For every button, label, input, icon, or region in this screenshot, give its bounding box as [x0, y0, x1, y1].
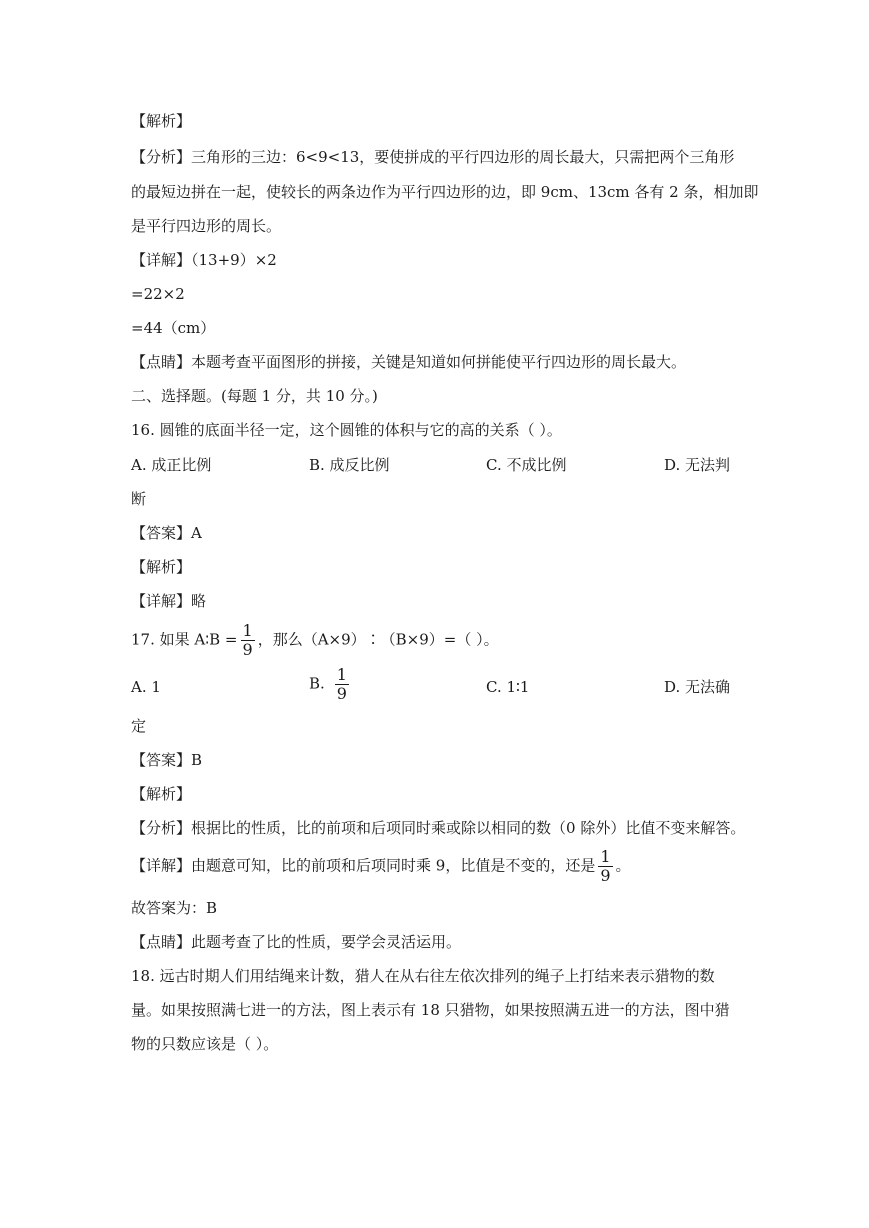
detail-solution: 【详解】（13+9）×2	[131, 251, 277, 269]
solution-step2: =44（cm）	[131, 319, 216, 337]
q17-detail	[131, 848, 631, 885]
q17-option-c: C. 1∶1	[486, 678, 530, 696]
q17-frac-den: 9	[242, 640, 253, 659]
q17-reasoning: 【分析】根据比的性质，比的前项和后项同时乘或除以相同的数（0 除外）比值不变来解答。	[131, 819, 746, 837]
analysis-text-line2: 的最短边拼在一起，使较长的两条边作为平行四边形的边，即 9cm、13cm 各有 2 条，相加即	[131, 183, 759, 201]
q17-stem-pre: 17. 如果 A∶B =	[131, 630, 238, 649]
q17-detail-num: 1	[600, 847, 611, 866]
q17-detail-pre: 【详解】由题意可知，比的前项和后项同时乘 9，比值是不变的，还是	[131, 856, 596, 875]
key-point: 【点睛】本题考查平面图形的拼接，关键是知道如何拼能使平行四边形的周长最大。	[131, 353, 687, 371]
question-18-line2: 量。如果按照满七进一的方法，图上表示有 18 只猎物，如果按照满五进一的方法，图中猎	[131, 1001, 730, 1019]
q17-final-answer: 故答案为：B	[131, 899, 218, 917]
q16-analysis: 【解析】	[131, 558, 192, 576]
q16-option-d: D. 无法判	[664, 456, 731, 474]
q17-frac-num: 1	[242, 621, 253, 640]
q16-option-d-wrap: 断	[131, 490, 147, 508]
question-18-line1: 18. 远古时期人们用结绳来计数，猎人在从右往左依次排列的绳子上打结来表示猎物的数	[131, 967, 715, 985]
question-17-stem	[131, 622, 499, 659]
q16-detail: 【详解】略	[131, 592, 207, 610]
analysis-text-line1: 【分析】三角形的三边：6<9<13，要使拼成的平行四边形的周长最大，只需把两个三角形	[131, 148, 735, 166]
q16-option-c: C. 不成比例	[486, 456, 567, 474]
q17-detail-den: 9	[600, 866, 611, 885]
q17-option-b-den: 9	[336, 684, 347, 703]
q17-option-b-fraction	[335, 666, 349, 703]
question-16-stem: 16. 圆锥的底面半径一定，这个圆锥的体积与它的高的关系（ ）。	[131, 421, 562, 439]
q17-stem-post: ，那么（A×9）∶（B×9）=（ ）。	[257, 630, 499, 649]
q17-option-b-num: 1	[336, 665, 347, 684]
q17-answer: 【答案】B	[131, 751, 203, 769]
q17-option-d-wrap: 定	[131, 717, 147, 735]
q17-key-point: 【点睛】此题考查了比的性质，要学会灵活运用。	[131, 933, 462, 951]
q17-detail-fraction	[598, 848, 612, 885]
q17-option-b-label: B.	[309, 674, 325, 693]
q17-fraction	[241, 622, 255, 659]
q17-detail-post: 。	[615, 856, 631, 875]
analysis-text-line3: 是平行四边形的周长。	[131, 217, 282, 235]
solution-step1: =22×2	[131, 285, 185, 303]
q16-option-a: A. 成正比例	[131, 456, 212, 474]
section-heading: 二、选择题。(每题 1 分，共 10 分。)	[131, 387, 378, 405]
q16-option-b: B. 成反比例	[309, 456, 390, 474]
q17-option-a: A. 1	[131, 678, 161, 696]
question-18-line3: 物的只数应该是（ ）。	[131, 1035, 279, 1053]
q16-answer: 【答案】A	[131, 524, 202, 542]
q17-analysis: 【解析】	[131, 785, 192, 803]
q17-option-d: D. 无法确	[664, 678, 731, 696]
q17-option-b	[309, 666, 352, 703]
analysis-heading: 【解析】	[131, 112, 192, 130]
